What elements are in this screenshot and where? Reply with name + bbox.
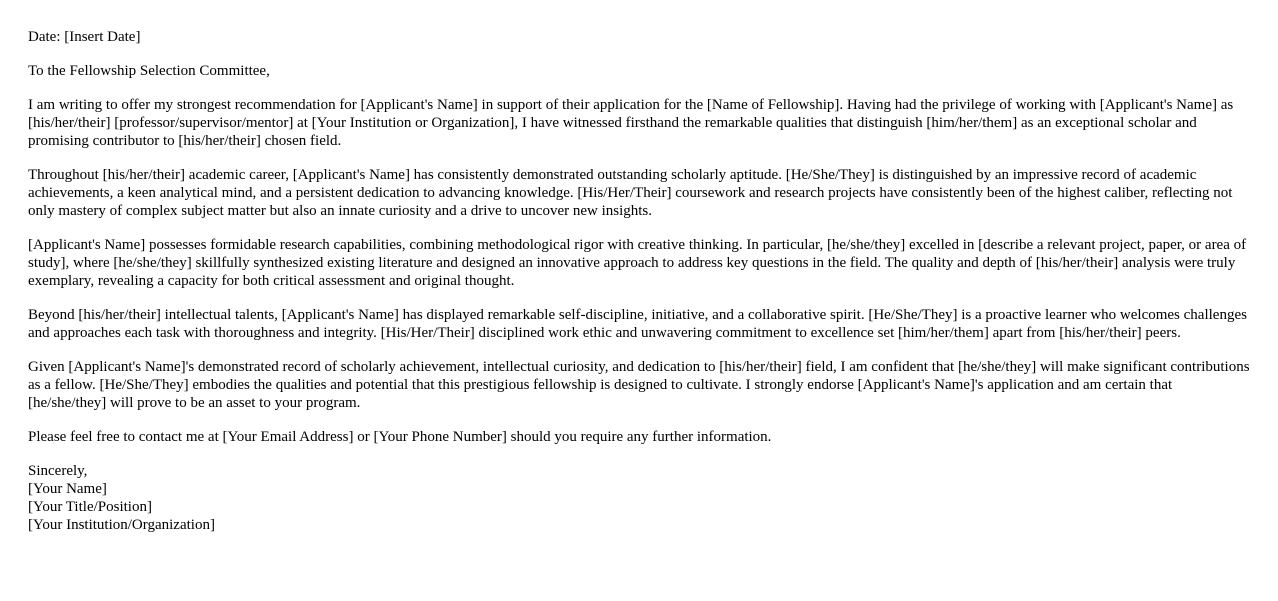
- signer-title: [Your Title/Position]: [28, 499, 152, 515]
- paragraph-introduction: I am writing to offer my strongest recommendation for [Applicant's Name] in support of their application for the [Name of Fellowship]. Having had the privilege of working with [Applicant's Name] as [his/her/their] [professor/supervisor/mentor] at [Your Institution or Organization], I have witnessed firsthand the remarkable qualities that distinguish [him/her/them] as an exceptional scholar and promising contributor to [his/her/their] chosen field.: [28, 97, 1234, 149]
- paragraph-research: [Applicant's Name] possesses formidable research capabilities, combining methodological rigor with creative thinking. In particular, [he/she/they] excelled in [describe a relevant project, paper, or area of study], where [he/she/they] skillfully synthesized existing literature and designed an innovative approach to address key questions in the field. The quality and depth of [his/her/their] analysis were truly exemplary, revealing a capacity for both critical assessment and original thought.: [28, 237, 1247, 289]
- paragraph-endorsement: Given [Applicant's Name]'s demonstrated record of scholarly achievement, intellectual curiosity, and dedication to [his/her/their] field, I am confident that [he/she/they] will make significant contributions as a fellow. [He/She/They] embodies the qualities and potential that this prestigious fellowship is designed to cultivate. I strongly endorse [Applicant's Name]'s application and am certain that [he/she/they] will prove to be an asset to your program.: [28, 359, 1250, 411]
- paragraph-academic-record: Throughout [his/her/their] academic career, [Applicant's Name] has consistently demonstrated outstanding scholarly aptitude. [He/She/They] is distinguished by an impressive record of academic achievements, a keen analytical mind, and a persistent dedication to advancing knowledge. [His/Her/Their] coursework and research projects have consistently been of the highest caliber, reflecting not only mastery of complex subject matter but also an innate curiosity and a drive to uncover new insights.: [28, 167, 1233, 219]
- salutation: To the Fellowship Selection Committee,: [28, 63, 270, 79]
- date-line: Date: [Insert Date]: [28, 29, 141, 45]
- signer-institution: [Your Institution/Organization]: [28, 517, 215, 533]
- paragraph-character: Beyond [his/her/their] intellectual talents, [Applicant's Name] has displayed remarkable self-discipline, initiative, and a collaborative spirit. [He/She/They] is a proactive learner who welcomes challenges and approaches each task with thoroughness and integrity. [His/Her/Their] disciplined work ethic and unwavering commitment to excellence set [him/her/them] apart from [his/her/their] peers.: [28, 307, 1247, 341]
- closing: Sincerely,: [28, 463, 88, 479]
- recommendation-letter: [28, 28, 1254, 534]
- signature-block: [28, 462, 1254, 534]
- paragraph-contact: Please feel free to contact me at [Your Email Address] or [Your Phone Number] should you require any further information.: [28, 429, 772, 445]
- signer-name: [Your Name]: [28, 481, 107, 497]
